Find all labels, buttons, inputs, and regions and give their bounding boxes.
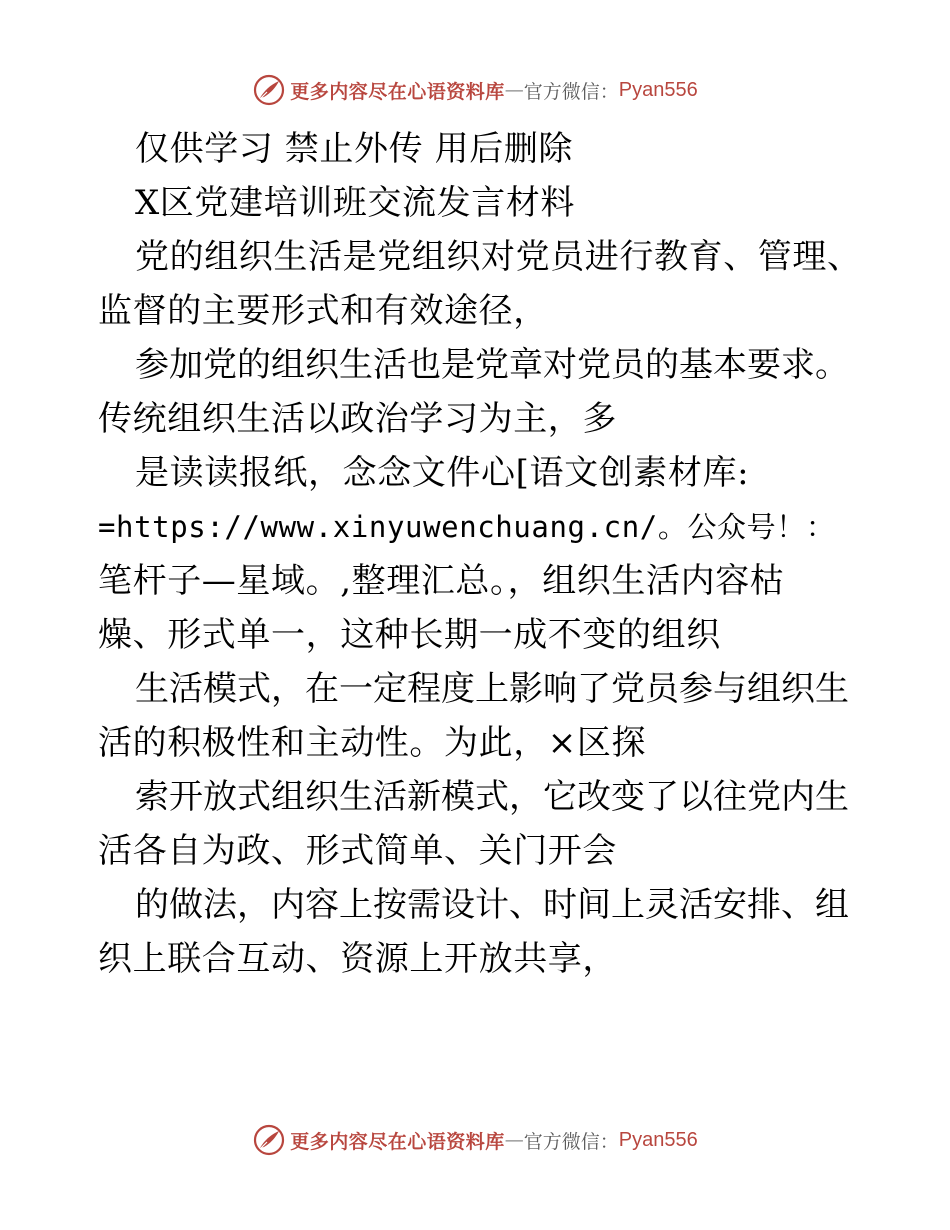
watermark-brand: 更多内容尽在心语资料库	[290, 1130, 505, 1153]
document-body	[98, 122, 868, 986]
quill-pen-logo-icon	[252, 73, 286, 107]
watermark-wechat-id: Pyan556	[618, 1128, 698, 1151]
document-title: X区党建培训班交流发言材料	[135, 183, 576, 223]
paragraph-line: 活各自为政、形式简单、关门开会	[98, 831, 617, 871]
paragraph-line: 笔杆子—星域。,整理汇总。，组织生活内容枯	[98, 561, 785, 601]
paragraph-line: 燥、形式单一，这种长期一成不变的组织	[98, 615, 721, 655]
header-watermark	[0, 70, 950, 110]
paragraph-line: 是读读报纸，念念文件心[语文创素材库:	[135, 453, 750, 493]
paragraph-line: 党的组织生活是党组织对党员进行教育、管理、	[135, 237, 862, 277]
paragraph-line: 传统组织生活以政治学习为主，多	[98, 399, 617, 439]
notice-line: 仅供学习 禁止外传 用后删除	[135, 129, 574, 169]
watermark-wechat-id: Pyan556	[618, 78, 698, 101]
quill-pen-logo-icon	[252, 1123, 286, 1157]
watermark-separator: —	[504, 1129, 524, 1151]
paragraph-line: 的做法，内容上按需设计、时间上灵活安排、组	[135, 885, 849, 925]
paragraph-line: 活的积极性和主动性。为此，×区探	[98, 723, 647, 763]
paragraph-line: 生活模式，在一定程度上影响了党员参与组织生	[135, 669, 849, 709]
watermark-label: 官方微信：	[523, 1130, 619, 1153]
paragraph-line: 参加党的组织生活也是党章对党员的基本要求。	[135, 345, 849, 385]
paragraph-line: 织上联合互动、资源上开放共享，	[98, 939, 617, 979]
footer-watermark	[0, 1120, 950, 1160]
paragraph-line: 索开放式组织生活新模式，它改变了以往党内生	[135, 777, 849, 817]
paragraph-line: =https://www.xinyuwenchuang.cn/。公众号！：	[98, 510, 836, 544]
paragraph-line: 监督的主要形式和有效途径，	[98, 291, 548, 331]
watermark-brand: 更多内容尽在心语资料库	[290, 80, 505, 103]
watermark-separator: —	[504, 79, 524, 101]
watermark-label: 官方微信：	[523, 80, 619, 103]
